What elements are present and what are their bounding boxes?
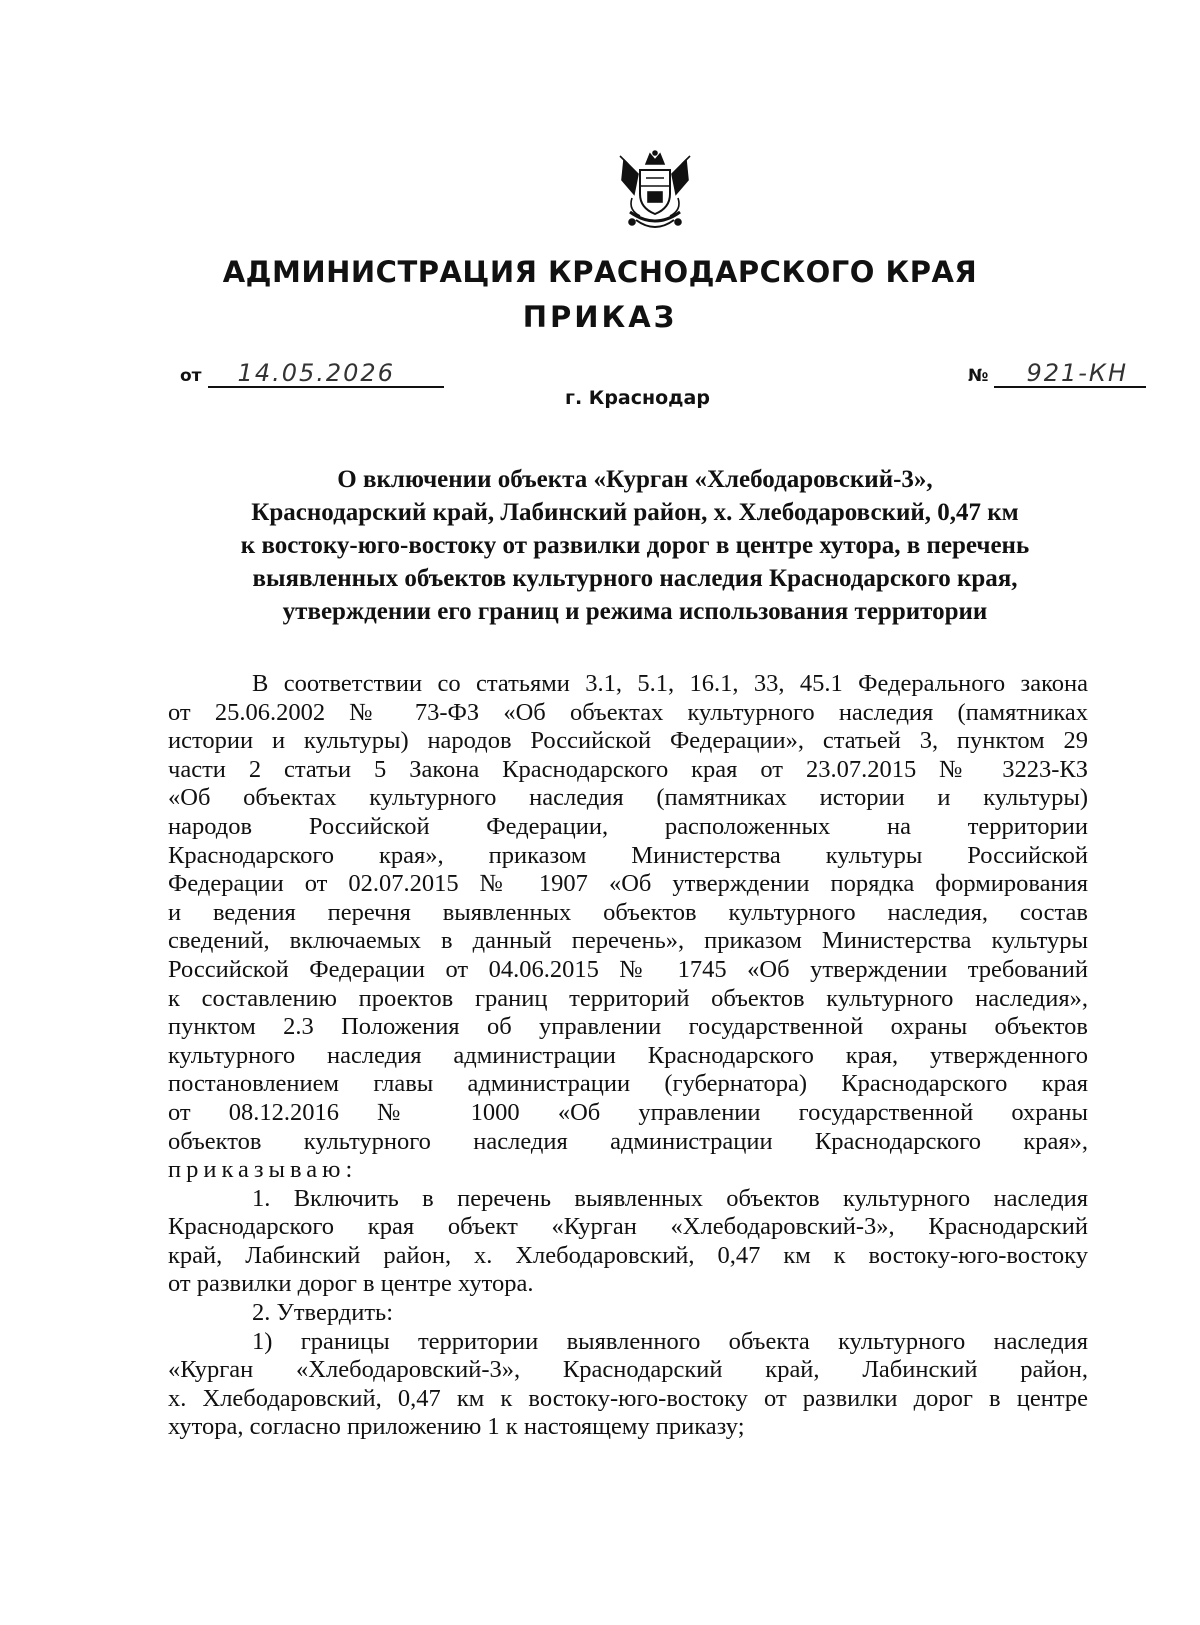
body-line: от 08.12.2016 № 1000 «Об управлении государственной охраны: [168, 1098, 1088, 1126]
body-line: В соответствии со статьями 3.1, 5.1, 16.1, 33, 45.1 Федерального закона: [252, 670, 1088, 697]
document-type: ПРИКАЗ: [522, 300, 678, 334]
body-line: культурного наследия администрации Краснодарского края, утвержденного: [168, 1041, 1088, 1069]
body-line: Федерации от 02.07.2015 № 1907 «Об утверждении порядка формирования: [168, 870, 1088, 898]
body-line: 2. Утвердить:: [252, 1299, 394, 1327]
date-label: от: [180, 366, 202, 386]
body-line: постановлением главы администрации (губернатора) Краснодарского края: [168, 1070, 1088, 1098]
body-line: сведений, включаемых в данный перечень», приказом Министерства культуры: [168, 927, 1088, 955]
date-value: 14.05.2026: [208, 360, 444, 388]
body-line: 1) границы территории выявленного объекта культурного наследия: [252, 1327, 1088, 1355]
organization-name: АДМИНИСТРАЦИЯ КРАСНОДАРСКОГО КРАЯ: [222, 255, 978, 289]
body-line: к составлению проектов границ территорий объектов культурного наследия»,: [168, 984, 1088, 1012]
body-line: край, Лабинский район, х. Хлебодаровский, 0,47 км к востоку-юго-востоку: [168, 1241, 1088, 1269]
title-line: Краснодарский край, Лабинский район, х. Хлебодаровский, 0,47 км: [251, 499, 1019, 526]
body-line: народов Российской Федерации, расположенных на территории: [168, 812, 1088, 840]
body-line: «Об объектах культурного наследия (памятниках истории и культуры): [168, 784, 1088, 812]
document-title: [180, 463, 1090, 628]
title-line: к востоку-юго-востоку от развилки дорог в центре хутора, в перечень: [240, 532, 1030, 559]
title-line: О включении объекта «Курган «Хлебодаровский-3»,: [337, 466, 933, 493]
body-line: пунктом 2.3 Положения об управлении государственной охраны объектов: [168, 1013, 1088, 1041]
document-date: [180, 360, 444, 388]
coat-of-arms-icon: [610, 150, 700, 236]
body-line: Российской Федерации от 04.06.2015 № 1745 «Об утверждении требований: [168, 955, 1088, 983]
body-line: Краснодарского края объект «Курган «Хлебодаровский-3», Краснодарский: [168, 1213, 1088, 1241]
body-line-order-word: приказываю:: [168, 1156, 358, 1184]
title-line: выявленных объектов культурного наследия Краснодарского края,: [252, 565, 1018, 592]
body-line: х. Хлебодаровский, 0,47 км к востоку-юго-востоку от развилки дорог в центре: [168, 1384, 1088, 1412]
body-line: от развилки дорог в центре хутора.: [168, 1270, 534, 1298]
body-line: хутора, согласно приложению 1 к настоящему приказу;: [168, 1413, 745, 1441]
body-line: объектов культурного наследия администрации Краснодарского края»,: [168, 1127, 1088, 1155]
body-line: 1. Включить в перечень выявленных объектов культурного наследия: [252, 1184, 1088, 1212]
body-line: истории и культуры) народов Российской Федерации», статьей 3, пунктом 29: [168, 727, 1088, 755]
city: г. Краснодар: [565, 387, 710, 409]
body-line: «Курган «Хлебодаровский-3», Краснодарский край, Лабинский район,: [168, 1356, 1088, 1384]
document-number: [968, 360, 1146, 388]
title-line: утверждении его границ и режима использования территории: [282, 598, 988, 625]
body-line: и ведения перечня выявленных объектов культурного наследия, состав: [168, 898, 1088, 926]
body-line: Краснодарского края», приказом Министерства культуры Российской: [168, 841, 1088, 869]
body-line: части 2 статьи 5 Закона Краснодарского края от 23.07.2015 № 3223-КЗ: [168, 755, 1088, 783]
number-label: №: [968, 366, 989, 386]
document-body: [168, 670, 1088, 1442]
body-line: от 25.06.2002 № 73-ФЗ «Об объектах культурного наследия (памятниках: [168, 698, 1088, 726]
number-value: 921-КН: [994, 360, 1146, 388]
